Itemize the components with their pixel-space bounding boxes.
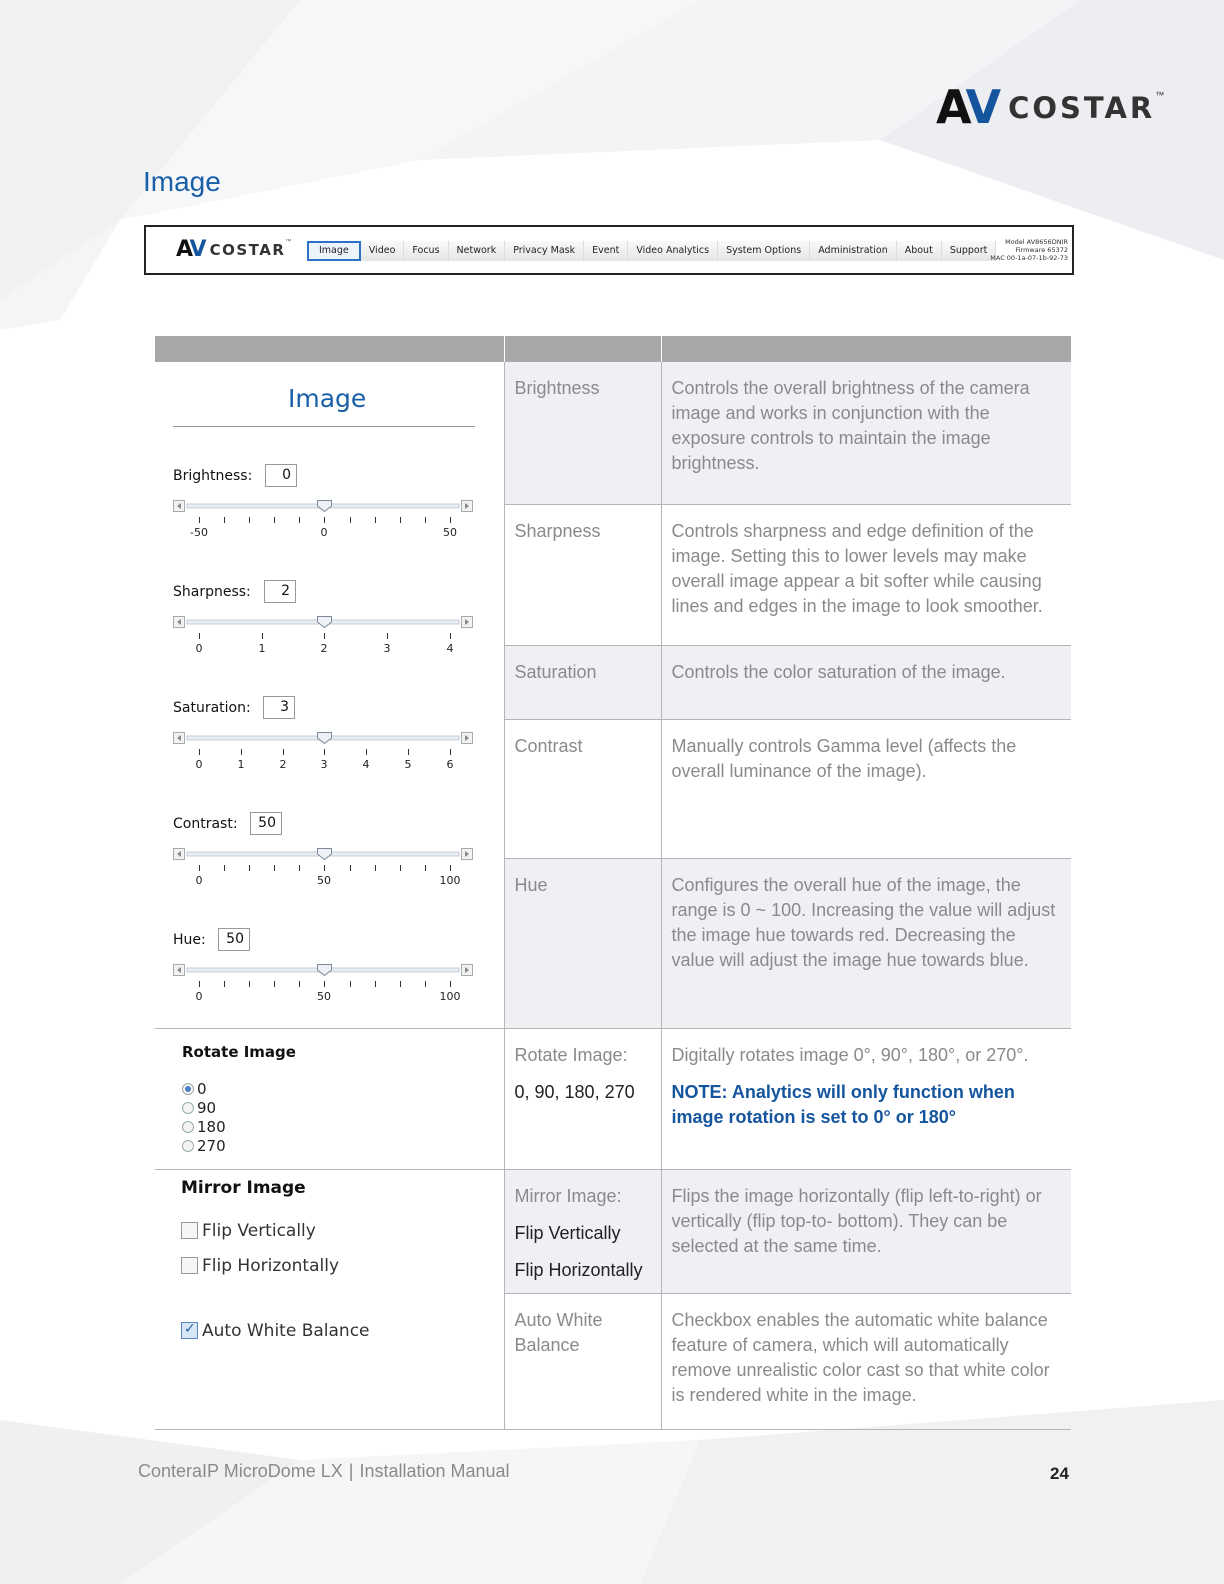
checkbox-label: Flip Horizontally (202, 1255, 340, 1276)
checkbox-label: Auto White Balance (202, 1320, 370, 1341)
nav-logo-mark: AV (176, 237, 205, 262)
tick-mark (450, 749, 451, 755)
contrast-label: Contrast: (173, 816, 238, 832)
checkbox-label: Flip Vertically (202, 1220, 316, 1241)
image-controls-panel (155, 362, 504, 1028)
rotate-panel (155, 1028, 504, 1169)
term-brightness: Brightness (504, 362, 661, 504)
tick-label: 100 (439, 874, 461, 887)
tick-mark (425, 517, 426, 523)
hue-label: Hue: (173, 932, 206, 948)
term-mirror (504, 1169, 661, 1293)
tick-mark (450, 633, 451, 639)
brightness-label: Brightness: (173, 468, 253, 484)
table-row (155, 1169, 1071, 1293)
tick-label: 4 (446, 642, 454, 655)
checkbox[interactable] (181, 1257, 198, 1274)
footer-separator: | (348, 1461, 354, 1481)
tick-mark (400, 517, 401, 523)
slider-thumb (318, 501, 332, 512)
mirror-group (181, 1178, 370, 1355)
sharpness-control (173, 580, 473, 670)
device-mac: MAC 00-1a-07-1b-92-73 (990, 254, 1068, 262)
tab-administration[interactable]: Administration (810, 241, 897, 261)
brand-logo-tm: ™ (1155, 90, 1165, 100)
tab-about[interactable]: About (897, 241, 942, 261)
tick-mark (450, 517, 451, 523)
brightness-slider[interactable] (173, 500, 473, 512)
tick-label: 0 (195, 758, 203, 771)
saturation-slider[interactable] (173, 732, 473, 744)
tick-label: 5 (404, 758, 412, 771)
mirror-panel (155, 1169, 504, 1429)
table-header-row (155, 336, 1071, 362)
tick-label: 3 (383, 642, 391, 655)
tab-video[interactable]: Video (361, 241, 405, 261)
tick-mark (425, 981, 426, 987)
tick-label: 50 (317, 990, 331, 1003)
tick-label: -50 (190, 526, 208, 539)
tick-mark (375, 981, 376, 987)
radio-button[interactable] (182, 1140, 194, 1152)
desc-hue: Configures the overall hue of the image, the range is 0 ~ 100. Increasing the value will adjust the image hue towards red. Decreasing the value will adjust the image hue towards blue. (661, 858, 1071, 1028)
desc-saturation: Controls the color saturation of the image. (661, 645, 1071, 719)
table-header-cell (504, 336, 661, 362)
slider-thumb (318, 733, 332, 744)
checkbox[interactable] (181, 1322, 198, 1339)
term-rotate-label: Rotate Image: (514, 1044, 628, 1065)
nav-logo (176, 239, 291, 261)
rotate-group (182, 1043, 296, 1156)
tick-label: 0 (195, 874, 203, 887)
term-rotate (504, 1028, 661, 1169)
tick-mark (350, 981, 351, 987)
nav-tabs (307, 241, 996, 261)
tick-label: 3 (320, 758, 328, 771)
tick-mark (324, 633, 325, 639)
tick-mark (274, 865, 275, 871)
tick-mark (249, 517, 250, 523)
tick-label: 0 (195, 990, 203, 1003)
table-row (155, 1028, 1071, 1169)
tick-mark (408, 749, 409, 755)
saturation-label: Saturation: (173, 700, 251, 716)
tick-mark (350, 865, 351, 871)
tick-mark (199, 749, 200, 755)
tick-mark (350, 517, 351, 523)
slider-thumb (318, 849, 332, 860)
radio-label: 180 (197, 1118, 226, 1136)
tick-mark (387, 633, 388, 639)
tab-network[interactable]: Network (449, 241, 506, 261)
rotate-heading: Rotate Image (182, 1042, 296, 1061)
mirror-heading: Mirror Image (181, 1177, 306, 1198)
tick-label: 1 (237, 758, 245, 771)
tick-mark (324, 865, 325, 871)
rotate-option-0[interactable] (182, 1080, 296, 1099)
brightness-control (173, 464, 473, 554)
tick-mark (324, 517, 325, 523)
hue-control (173, 928, 473, 1018)
radio-label: 0 (197, 1080, 207, 1098)
rotate-option-180[interactable] (182, 1118, 296, 1137)
auto-white-balance-option[interactable] (181, 1320, 370, 1342)
term-mirror-opt2: Flip Horizontally (514, 1259, 643, 1280)
tick-mark (299, 981, 300, 987)
tick-label: 50 (317, 874, 331, 887)
term-saturation: Saturation (504, 645, 661, 719)
section-title: Image (143, 166, 221, 197)
tick-mark (274, 517, 275, 523)
tick-mark (199, 981, 200, 987)
table-header-cell (155, 336, 504, 362)
tick-mark (375, 517, 376, 523)
analytics-note: NOTE: Analytics will only function when image rotation is set to 0° or 180° (671, 1081, 1015, 1127)
tick-label: 2 (279, 758, 287, 771)
tick-mark (199, 865, 200, 871)
term-sharpness: Sharpness (504, 504, 661, 645)
tab-video-analytics[interactable]: Video Analytics (628, 241, 718, 261)
desc-rotate (661, 1028, 1071, 1169)
tick-label: 0 (195, 642, 203, 655)
saturation-input[interactable]: 3 (263, 696, 295, 719)
device-model: Model AV8656DNIR (1005, 238, 1068, 246)
term-awb: Auto White Balance (504, 1293, 661, 1429)
tick-mark (274, 981, 275, 987)
page-number: 24 (1050, 1464, 1069, 1483)
nav-logo-name: COSTAR (209, 241, 286, 259)
desc-mirror: Flips the image horizontally (flip left-to-right) or vertically (flip top-to- bottom). They can be selected at the same time. (661, 1169, 1071, 1293)
tick-mark (224, 981, 225, 987)
panel-title: Image (288, 384, 367, 413)
desc-rotate-text: Digitally rotates image 0°, 90°, 180°, or 270°. (671, 1044, 1029, 1065)
tick-mark (299, 865, 300, 871)
tick-mark (249, 865, 250, 871)
tick-mark (324, 749, 325, 755)
desc-contrast: Manually controls Gamma level (affects the overall luminance of the image). (671, 735, 1017, 781)
sharpness-input[interactable]: 2 (264, 580, 296, 603)
tick-label: 50 (443, 526, 457, 539)
tick-mark (450, 865, 451, 871)
hue-input[interactable]: 50 (218, 928, 250, 951)
device-info (990, 238, 1068, 262)
tab-support[interactable]: Support (942, 241, 997, 261)
tick-mark (425, 865, 426, 871)
footer-title (138, 1461, 510, 1482)
tab-event[interactable]: Event (584, 241, 628, 261)
tick-mark (249, 981, 250, 987)
tick-label: 4 (362, 758, 370, 771)
device-firmware: Firmware 65372 (1015, 246, 1068, 254)
radio-button[interactable] (182, 1102, 194, 1114)
footer-product: ConteraIP MicroDome LX (138, 1461, 343, 1481)
tick-mark (450, 981, 451, 987)
tick-mark (224, 517, 225, 523)
slider-thumb (318, 965, 332, 976)
nav-logo-tm: ™ (285, 239, 292, 245)
footer-manual: Installation Manual (359, 1461, 510, 1481)
tab-privacy-mask[interactable]: Privacy Mask (505, 241, 584, 261)
tab-image[interactable]: Image (307, 241, 361, 261)
tick-mark (324, 981, 325, 987)
flip-horizontally-option[interactable] (181, 1255, 370, 1277)
tick-mark (224, 865, 225, 871)
desc-sharpness: Controls sharpness and edge definition of the image. Setting this to lower levels may make overall image appear a bit softer while causing lines and edges in the image to look smoother. (671, 520, 1043, 616)
saturation-control (173, 696, 473, 786)
brand-logo (936, 80, 1165, 134)
table-header-cell (661, 336, 1071, 362)
contrast-input[interactable]: 50 (250, 812, 282, 835)
rotate-option-270[interactable] (182, 1137, 296, 1156)
tick-mark (299, 517, 300, 523)
radio-button[interactable] (182, 1083, 194, 1095)
tick-label: 6 (446, 758, 454, 771)
tick-mark (262, 633, 263, 639)
nav-bar-screenshot (144, 225, 1074, 275)
desc-awb: Checkbox enables the automatic white balance feature of camera, which will automatically remove unrealistic color cast so that white color is rendered white in the image. (671, 1309, 1050, 1405)
slider-thumb (318, 617, 332, 628)
checkbox[interactable] (181, 1222, 198, 1239)
tick-mark (199, 633, 200, 639)
tab-focus[interactable]: Focus (404, 241, 448, 261)
desc-brightness: Controls the overall brightness of the camera image and works in conjunction with the exposure controls to maintain the image brightness. (661, 362, 1071, 504)
tick-mark (400, 981, 401, 987)
brand-logo-mark: AV (936, 80, 999, 134)
rotate-option-90[interactable] (182, 1099, 296, 1118)
tick-mark (199, 517, 200, 523)
tick-mark (375, 865, 376, 871)
term-mirror-label: Mirror Image: (514, 1185, 622, 1206)
tick-mark (366, 749, 367, 755)
tick-label: 1 (258, 642, 266, 655)
sharpness-slider[interactable] (173, 616, 473, 628)
radio-label: 90 (197, 1099, 217, 1117)
radio-label: 270 (197, 1137, 226, 1155)
term-mirror-opt1: Flip Vertically (514, 1222, 621, 1243)
tick-label: 100 (439, 990, 461, 1003)
flip-vertically-option[interactable] (181, 1220, 370, 1242)
contrast-control (173, 812, 473, 902)
tick-mark (400, 865, 401, 871)
contrast-slider[interactable] (173, 848, 473, 860)
tick-mark (241, 749, 242, 755)
tick-label: 2 (320, 642, 328, 655)
hue-slider[interactable] (173, 964, 473, 976)
brand-logo-name: COSTAR (1008, 91, 1156, 125)
panel-divider (173, 426, 475, 427)
radio-button[interactable] (182, 1121, 194, 1133)
table-row (155, 362, 1071, 504)
term-rotate-values: 0, 90, 180, 270 (514, 1081, 635, 1102)
image-settings-table (155, 336, 1072, 1430)
tick-mark (283, 749, 284, 755)
brightness-input[interactable]: 0 (265, 464, 297, 487)
term-contrast: Contrast (504, 719, 661, 858)
tick-label: 0 (320, 526, 328, 539)
tab-system-options[interactable]: System Options (718, 241, 810, 261)
term-hue: Hue (504, 858, 661, 1028)
sharpness-label: Sharpness: (173, 584, 251, 600)
